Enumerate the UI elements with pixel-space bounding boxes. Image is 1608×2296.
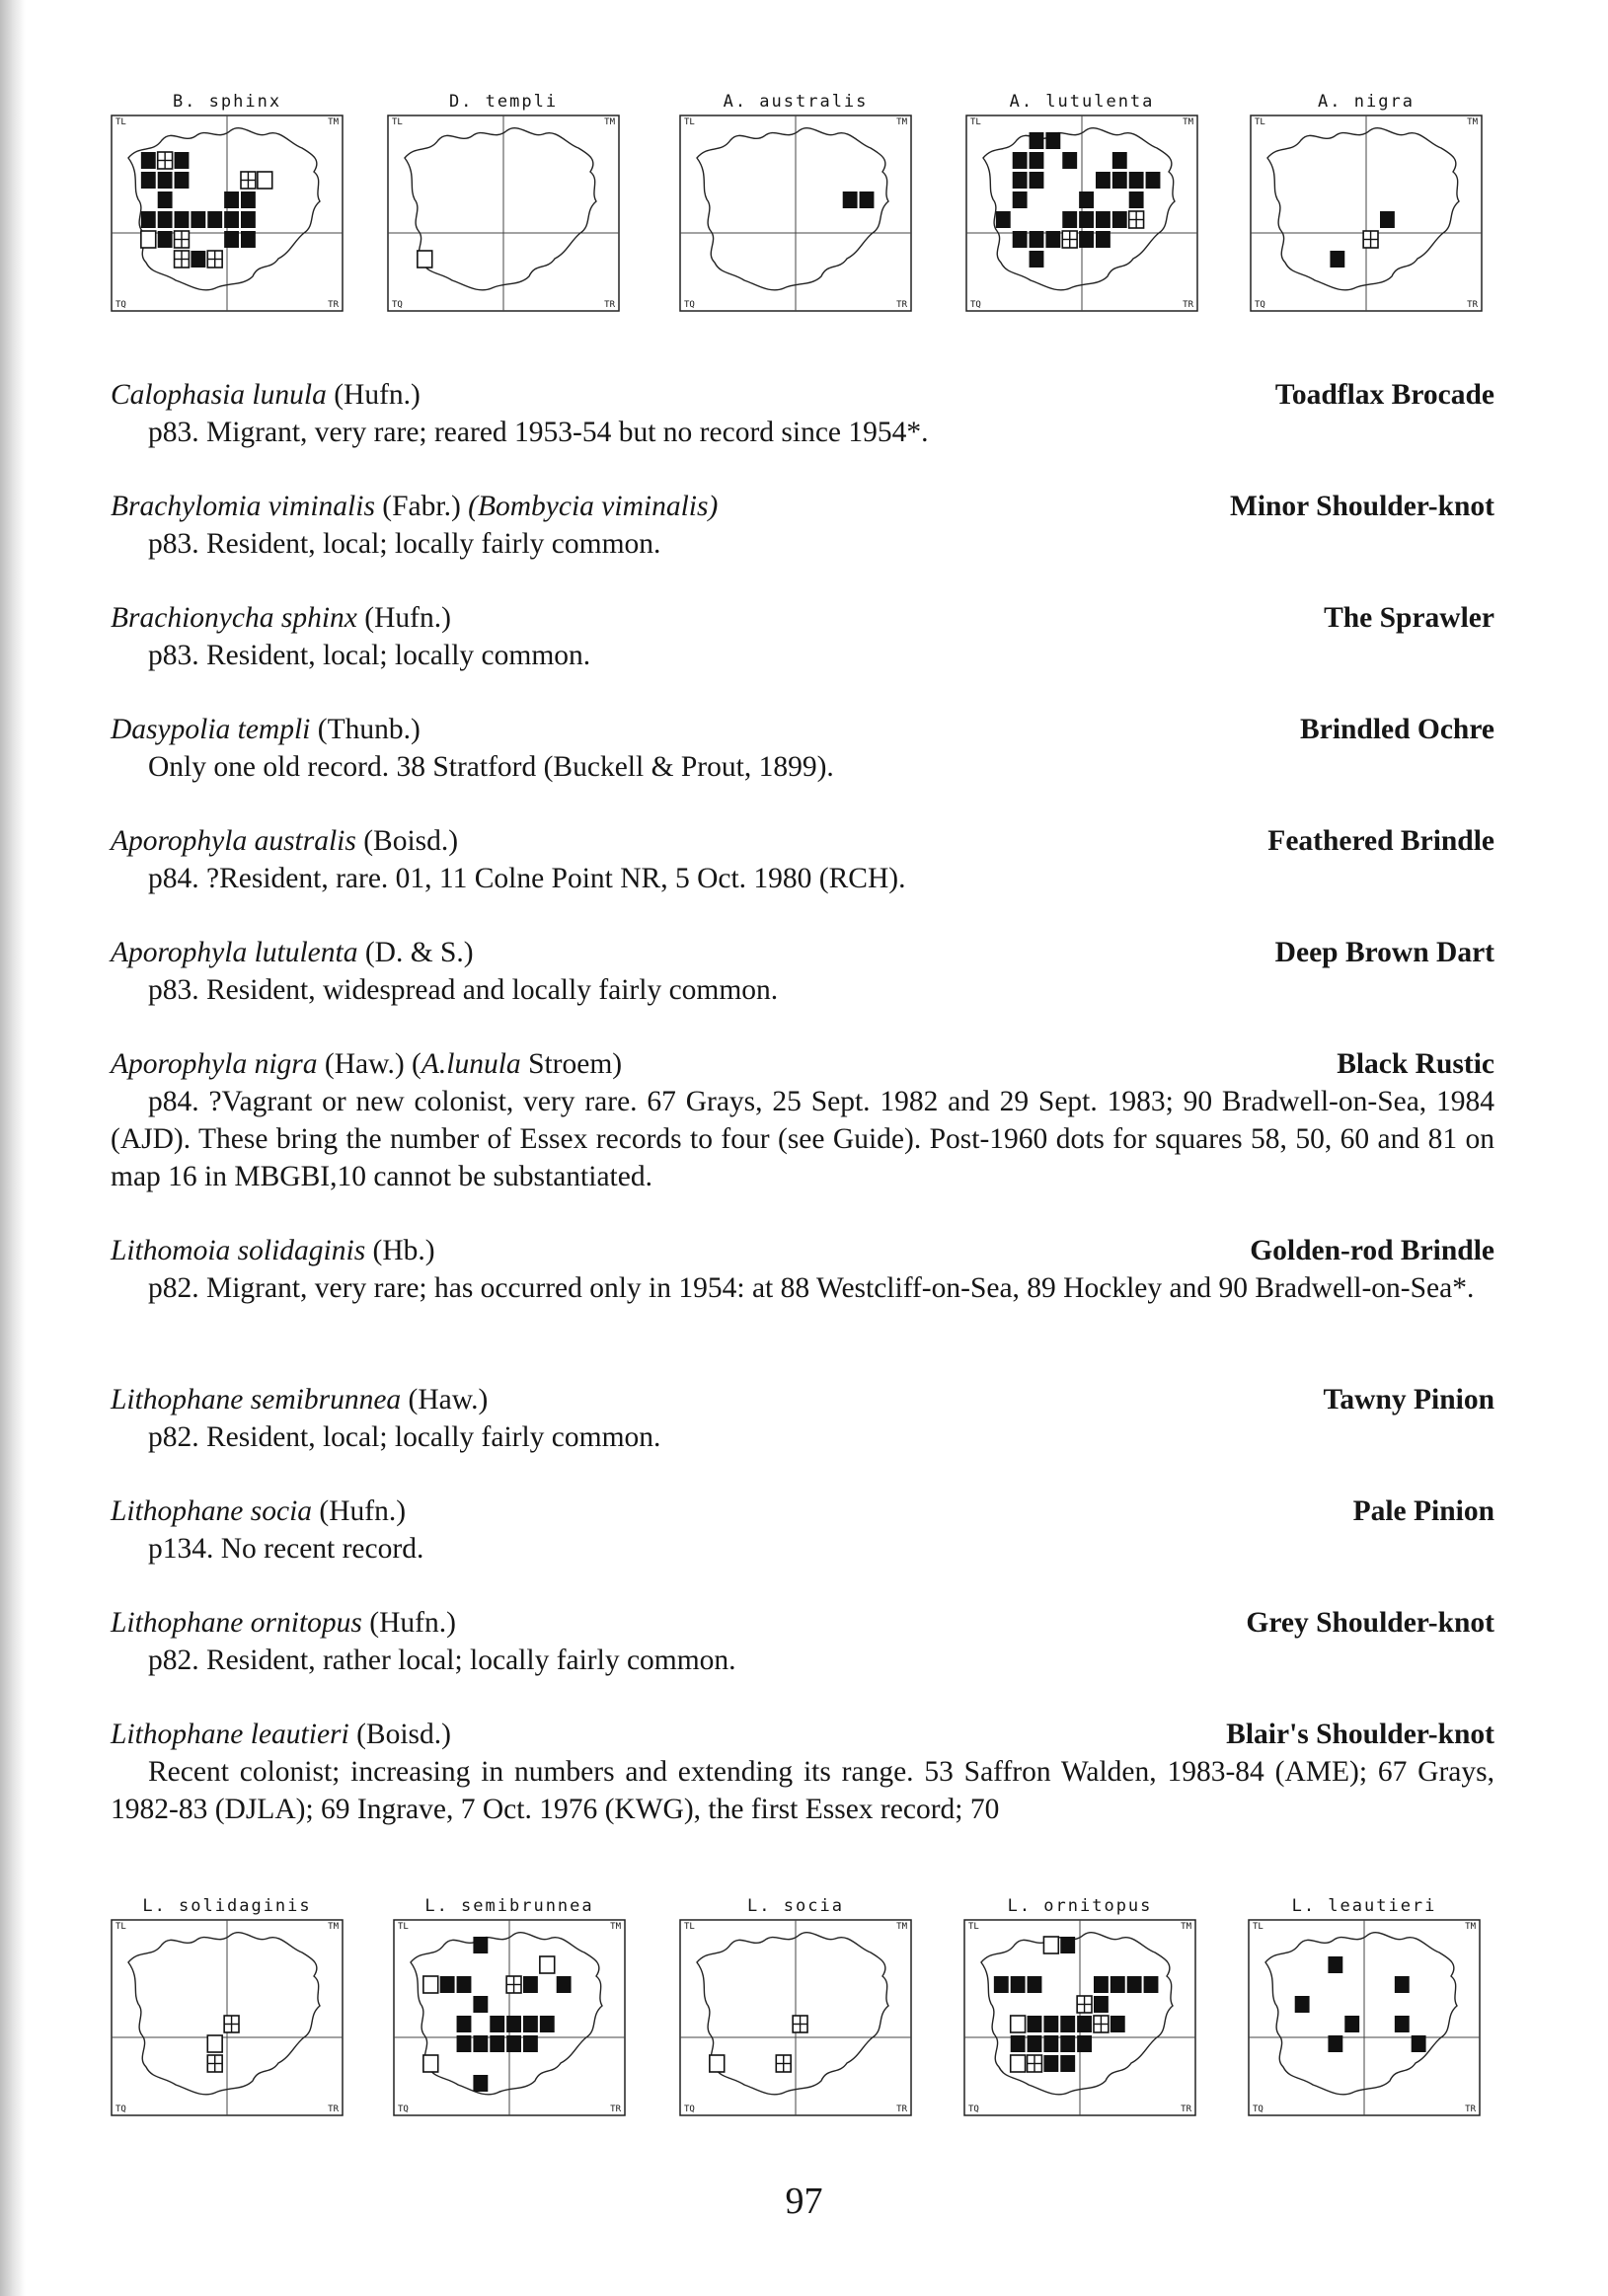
map-title: L. socia	[747, 1896, 844, 1916]
scientific-name: Aporophyla nigra (Haw.) (A.lunula Stroem)	[111, 1048, 623, 1080]
distribution-map	[679, 115, 912, 312]
map-title: B. sphinx	[172, 92, 282, 112]
grid-label-tr: TR	[1465, 2105, 1476, 2114]
species-entry	[111, 599, 1494, 674]
species-notes: Recent colonist; increasing in numbers and extending its range. 53 Saffron Walden, 1983-84 (AME); 67 Grays, 1982-83 (DJLA); 69 Ingrave, 7 Oct. 1976 (KWG), the first Essex record; 70	[111, 1756, 1494, 1825]
grid-label-tr: TR	[1183, 300, 1193, 310]
grid-label-tl: TL	[968, 1922, 979, 1932]
species-entry	[111, 376, 1494, 451]
common-name: Pale Pinion	[1352, 1495, 1494, 1527]
grid-label-tm: TM	[1181, 1922, 1191, 1932]
grid-label-tr: TR	[1467, 300, 1478, 310]
species-notes: p134. No recent record.	[148, 1533, 424, 1565]
species-notes: p83. Resident, local; locally fairly common.	[148, 528, 661, 560]
distribution-map	[963, 1919, 1196, 2116]
distribution-map	[965, 115, 1198, 312]
scientific-name: Aporophyla lutulenta (D. & S.)	[111, 937, 474, 968]
scientific-name: Lithophane semibrunnea (Haw.)	[111, 1384, 489, 1416]
grid-label-tq: TQ	[1255, 300, 1265, 310]
species-notes: Only one old record. 38 Stratford (Buckell & Prout, 1899).	[148, 751, 834, 783]
map-title: D. templi	[448, 92, 559, 112]
map-title: A. nigra	[1318, 92, 1415, 112]
common-name: Minor Shoulder-knot	[1229, 491, 1494, 522]
species-entry	[111, 1604, 1494, 1679]
species-notes: p82. Resident, local; locally fairly common.	[148, 1421, 661, 1453]
grid-label-tm: TM	[896, 1922, 907, 1932]
grid-label-tr: TR	[610, 2105, 621, 2114]
page-number: 97	[785, 2181, 823, 2222]
scientific-name: Lithomoia solidaginis (Hb.)	[111, 1235, 435, 1266]
species-entry	[111, 822, 1494, 897]
species-notes: p82. Resident, rather local; locally fairly common.	[148, 1645, 736, 1676]
map-title: L. leautieri	[1291, 1896, 1437, 1916]
grid-label-tm: TM	[1183, 117, 1193, 127]
species-entry	[111, 934, 1494, 1009]
grid-label-tr: TR	[896, 300, 907, 310]
species-notes: p83. Migrant, very rare; reared 1953-54 but no record since 1954*.	[148, 417, 929, 448]
species-entry	[111, 488, 1494, 563]
distribution-map	[111, 1919, 344, 2116]
grid-label-tl: TL	[1253, 1922, 1263, 1932]
grid-label-tm: TM	[604, 117, 615, 127]
common-name: Tawny Pinion	[1323, 1384, 1494, 1416]
map-l-semibrunnea	[393, 1893, 626, 2116]
grid-label-tr: TR	[1181, 2105, 1191, 2114]
grid-label-tl: TL	[115, 117, 126, 127]
scientific-name: Lithophane ornitopus (Hufn.)	[111, 1607, 456, 1639]
species-notes: p83. Resident, local; locally common.	[148, 640, 591, 671]
grid-label-tm: TM	[1465, 1922, 1476, 1932]
grid-label-tl: TL	[684, 117, 695, 127]
grid-label-tq: TQ	[115, 2105, 126, 2114]
grid-label-tq: TQ	[392, 300, 403, 310]
scientific-name: Lithophane socia (Hufn.)	[111, 1495, 407, 1527]
map-l-ornitopus	[963, 1893, 1196, 2116]
grid-label-tl: TL	[1255, 117, 1265, 127]
grid-label-tq: TQ	[970, 300, 981, 310]
map-a-australis	[679, 89, 912, 312]
map-l-solidaginis	[111, 1893, 344, 2116]
map-d-templi	[387, 89, 620, 312]
species-entry	[111, 1381, 1494, 1456]
map-l-leautieri	[1248, 1893, 1481, 2116]
grid-label-tm: TM	[328, 117, 339, 127]
grid-label-tq: TQ	[968, 2105, 979, 2114]
common-name: Deep Brown Dart	[1274, 937, 1494, 968]
grid-label-tq: TQ	[1253, 2105, 1263, 2114]
map-l-socia	[679, 1893, 912, 2116]
grid-label-tm: TM	[610, 1922, 621, 1932]
map-title: L. semibrunnea	[424, 1896, 594, 1916]
species-notes: p82. Migrant, very rare; has occurred only in 1954: at 88 Westcliff-on-Sea, 89 Hockley and 90 Bradwell-on-Sea*.	[148, 1272, 1475, 1304]
species-entry	[111, 1492, 1494, 1568]
map-title: L. ornitopus	[1007, 1896, 1153, 1916]
distribution-map	[1250, 115, 1483, 312]
distribution-map	[111, 115, 344, 312]
grid-label-tl: TL	[684, 1922, 695, 1932]
species-notes: p84. ?Vagrant or new colonist, very rare. 67 Grays, 25 Sept. 1982 and 29 Sept. 1983; 90 Bradwell-on-Sea, 1984 (AJD). These bring the number of Essex records to four (see Guide). Post-1960 dots for squares 58, 50, 60 and 81 on map 16 in MBGBI,10 cannot be substantiated.	[111, 1086, 1494, 1192]
common-name: Toadflax Brocade	[1274, 379, 1494, 411]
distribution-map	[387, 115, 620, 312]
grid-label-tm: TM	[328, 1922, 339, 1932]
grid-label-tr: TR	[896, 2105, 907, 2114]
grid-label-tm: TM	[1467, 117, 1478, 127]
map-title: A. australis	[723, 92, 869, 112]
distribution-map	[679, 1919, 912, 2116]
grid-label-tl: TL	[115, 1922, 126, 1932]
grid-label-tq: TQ	[684, 2105, 695, 2114]
common-name: The Sprawler	[1324, 602, 1494, 634]
species-notes: p83. Resident, widespread and locally fairly common.	[148, 974, 779, 1006]
grid-label-tl: TL	[970, 117, 981, 127]
scientific-name: Brachylomia viminalis (Fabr.) (Bombycia viminalis)	[111, 491, 719, 522]
distribution-map	[393, 1919, 626, 2116]
grid-label-tq: TQ	[115, 300, 126, 310]
scientific-name: Lithophane leautieri (Boisd.)	[111, 1719, 451, 1750]
scientific-name: Aporophyla australis (Boisd.)	[111, 825, 459, 857]
common-name: Blair's Shoulder-knot	[1226, 1719, 1494, 1750]
top-map-row	[0, 89, 1608, 316]
map-b-sphinx	[111, 89, 344, 312]
distribution-map	[1248, 1919, 1481, 2116]
grid-label-tr: TR	[328, 300, 339, 310]
map-a-lutulenta	[965, 89, 1198, 312]
species-notes: p84. ?Resident, rare. 01, 11 Colne Point NR, 5 Oct. 1980 (RCH).	[148, 863, 906, 894]
scientific-name: Dasypolia templi (Thunb.)	[111, 714, 421, 745]
species-entry	[111, 1716, 1494, 1828]
common-name: Grey Shoulder-knot	[1246, 1607, 1494, 1639]
grid-label-tl: TL	[398, 1922, 409, 1932]
grid-label-tl: TL	[392, 117, 403, 127]
grid-label-tq: TQ	[684, 300, 695, 310]
grid-label-tq: TQ	[398, 2105, 409, 2114]
species-entry	[111, 1045, 1494, 1195]
scientific-name: Calophasia lunula (Hufn.)	[111, 379, 421, 411]
species-entry	[111, 1232, 1494, 1307]
grid-label-tr: TR	[604, 300, 615, 310]
map-title: L. solidaginis	[142, 1896, 312, 1916]
species-entry	[111, 711, 1494, 786]
map-a-nigra	[1250, 89, 1483, 312]
grid-label-tr: TR	[328, 2105, 339, 2114]
common-name: Golden-rod Brindle	[1250, 1235, 1494, 1266]
common-name: Feathered Brindle	[1267, 825, 1494, 857]
map-title: A. lutulenta	[1009, 92, 1155, 112]
scientific-name: Brachionycha sphinx (Hufn.)	[111, 602, 451, 634]
grid-label-tm: TM	[896, 117, 907, 127]
common-name: Brindled Ochre	[1300, 714, 1494, 745]
bottom-map-row	[0, 1893, 1608, 2120]
common-name: Black Rustic	[1337, 1048, 1494, 1080]
